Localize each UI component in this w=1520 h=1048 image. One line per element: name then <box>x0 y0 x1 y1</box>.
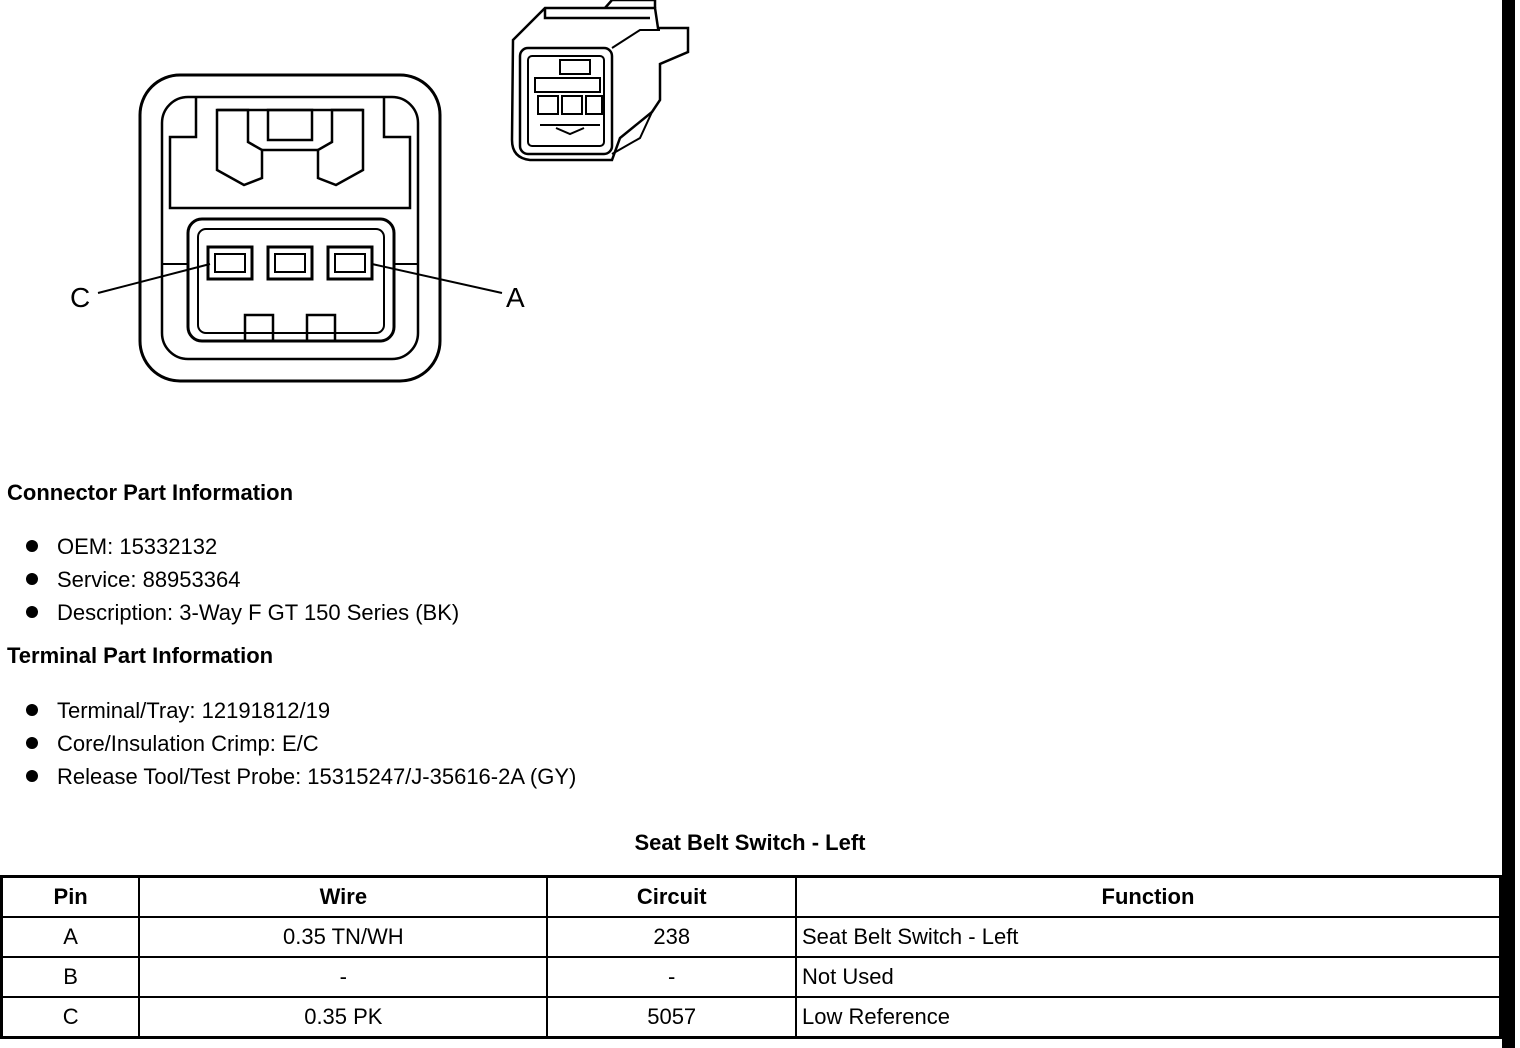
latch-center-tab <box>268 110 312 140</box>
table-header-row <box>2 877 1501 918</box>
bullet-icon <box>26 606 38 618</box>
cell-pin: C <box>2 997 140 1038</box>
leader-line-c <box>98 264 210 293</box>
bullet-icon <box>26 704 38 716</box>
terminal-cavities <box>208 247 372 279</box>
pin-label-c: C <box>70 282 91 313</box>
bullet-icon <box>26 540 38 552</box>
cell-function: Low Reference <box>796 997 1501 1038</box>
bottom-key-left <box>245 315 273 341</box>
list-item <box>22 563 459 596</box>
cavity-inner <box>198 229 384 333</box>
list-item <box>22 596 459 629</box>
latch-housing <box>170 97 410 208</box>
page-right-border <box>1502 0 1515 1048</box>
cell-circuit: - <box>547 957 796 997</box>
column-header-wire: Wire <box>139 877 547 918</box>
latch-right <box>318 110 363 185</box>
bullet-icon <box>26 573 38 585</box>
bullet-icon <box>26 770 38 782</box>
column-header-function: Function <box>796 877 1501 918</box>
cell-function: Seat Belt Switch - Left <box>796 917 1501 957</box>
latch-left <box>217 110 262 185</box>
bullet-icon <box>26 737 38 749</box>
cell-wire: 0.35 TN/WH <box>139 917 547 957</box>
list-item <box>22 760 576 793</box>
terminal-section-title: Terminal Part Information <box>7 643 274 668</box>
list-item <box>22 694 576 727</box>
table-row <box>2 917 1501 957</box>
column-header-pin: Pin <box>2 877 140 918</box>
connector-iso-view <box>512 0 688 160</box>
terminal-info-list <box>22 694 576 793</box>
pinout-table <box>0 875 1502 1039</box>
cell-wire: - <box>139 957 547 997</box>
table-title: Seat Belt Switch - Left <box>634 830 866 855</box>
table-row <box>2 957 1501 997</box>
connector-info-list <box>22 530 459 629</box>
list-item-text: Core/Insulation Crimp: E/C <box>57 731 319 756</box>
bottom-key-right <box>307 315 335 341</box>
pin-label-a: A <box>506 282 525 313</box>
leader-line-a <box>372 264 502 293</box>
list-item-text: Service: 88953364 <box>57 567 241 592</box>
cell-pin: B <box>2 957 140 997</box>
list-item-text: Release Tool/Test Probe: 15315247/J-35616-2A (GY) <box>57 764 577 789</box>
column-header-circuit: Circuit <box>547 877 796 918</box>
cell-circuit: 5057 <box>547 997 796 1038</box>
list-item-text: OEM: 15332132 <box>57 534 218 559</box>
connector-section-title: Connector Part Information <box>7 480 294 505</box>
list-item-text: Terminal/Tray: 12191812/19 <box>57 698 331 723</box>
list-item <box>22 530 459 563</box>
cell-wire: 0.35 PK <box>139 997 547 1038</box>
connector-diagram <box>0 0 720 400</box>
cell-function: Not Used <box>796 957 1501 997</box>
list-item <box>22 727 576 760</box>
cell-circuit: 238 <box>547 917 796 957</box>
cell-pin: A <box>2 917 140 957</box>
table-row <box>2 997 1501 1038</box>
list-item-text: Description: 3-Way F GT 150 Series (BK) <box>57 600 460 625</box>
